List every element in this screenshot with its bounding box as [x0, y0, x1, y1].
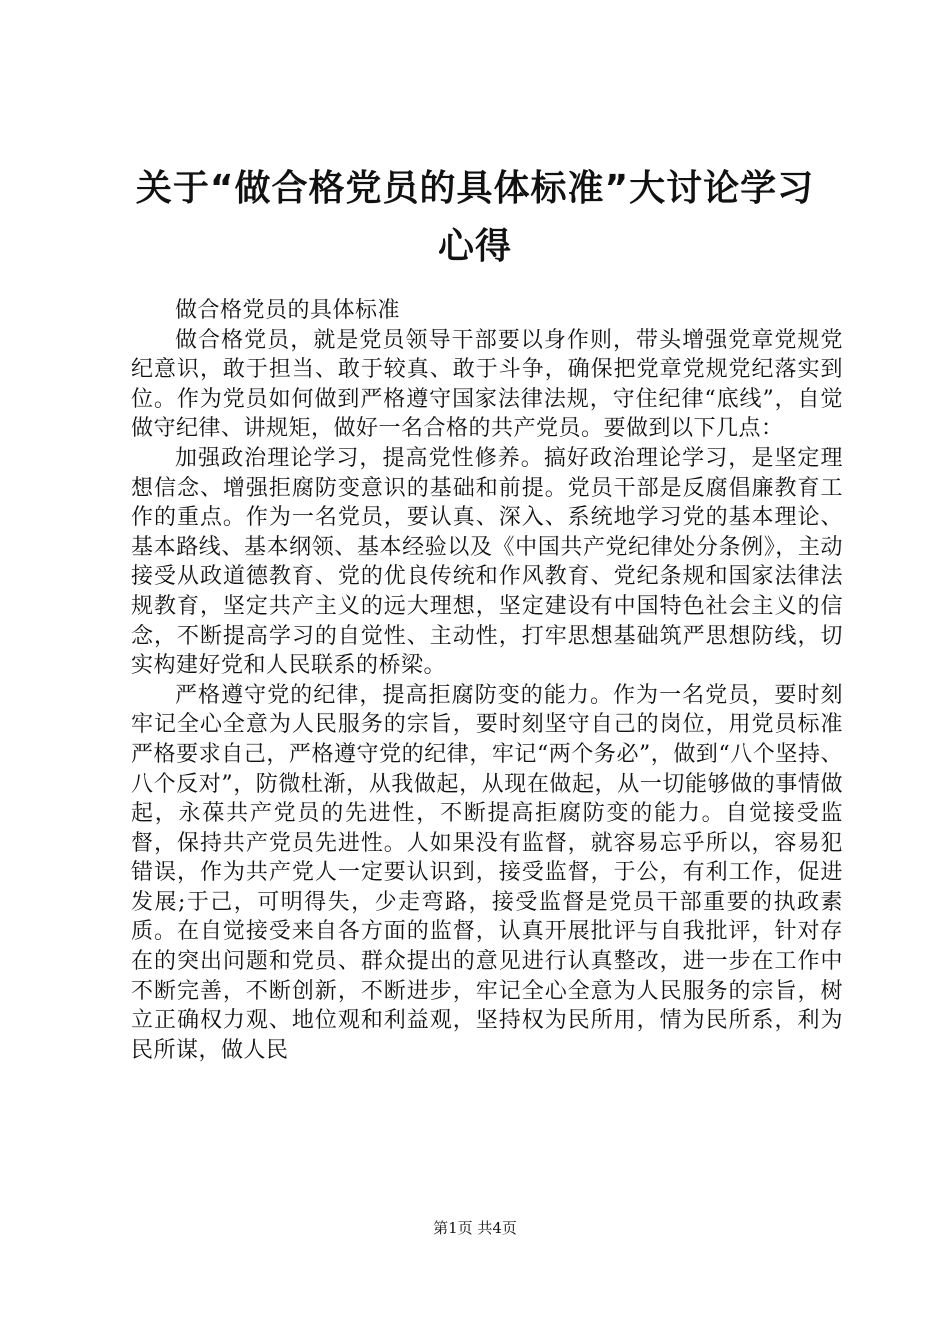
paragraph-study: 加强政治理论学习，提高党性修养。搞好政治理论学习，是坚定理想信念、增强拒腐防变意识的基础和前提。党员干部是反腐倡廉教育工作的重点。作为一名党员，要认真、深入、系统地学习党的基本理论、基本路线、基本纲领、基本经验以及《中国共产党纪律处分条例》，主动接受从政道德教育、党的优良传统和作风教育、党纪条规和国家法律法规教育，坚定共产主义的远大理想，坚定建设有中国特色社会主义的信念，不断提高学习的自觉性、主动性，打牢思想基础筑严思想防线，切实构建好党和人民联系的桥梁。 — [131, 445, 843, 679]
paragraph-discipline: 严格遵守党的纪律，提高拒腐防变的能力。作为一名党员，要时刻牢记全心全意为人民服务的宗旨，要时刻坚守自己的岗位，用党员标准严格要求自己，严格遵守党的纪律，牢记“两个务必”，做到“八个坚持、八个反对”，防微杜渐，从我做起，从现在做起，从一切能够做的事情做起，永葆共产党员的先进性，不断提高拒腐防变的能力。自觉接受监督，保持共产党员先进性。人如果没有监督，就容易忘乎所以，容易犯错误，作为共产党人一定要认识到，接受监督，于公，有利工作，促进发展;于己，可明得失，少走弯路，接受监督是党员干部重要的执政素质。在自觉接受来自各方面的监督，认真开展批评与自我批评，针对存在的突出问题和党员、群众提出的意见进行认真整改，进一步在工作中不断完善，不断创新，不断进步，牢记全心全意为人民服务的宗旨，树立正确权力观、地位观和利益观，坚持权为民所用，情为民所系，利为民所谋，做人民 — [131, 682, 843, 1063]
document-title: 关于“做合格党员的具体标准”大讨论学习心得 — [135, 168, 815, 267]
paragraph-subheading: 做合格党员的具体标准 — [175, 298, 401, 323]
document-body — [131, 296, 843, 1065]
paragraph-intro: 做合格党员，就是党员领导干部要以身作则，带头增强党章党规党纪意识，敢于担当、敢于较真、敢于斗争，确保把党章党规党纪落实到位。作为党员如何做到严格遵守国家法律法规，守住纪律“底线”，自觉做守纪律、讲规矩，做好一名合格的共产党员。要做到以下几点： — [131, 327, 843, 442]
page-footer: 第1页 共4页 — [433, 1219, 517, 1237]
